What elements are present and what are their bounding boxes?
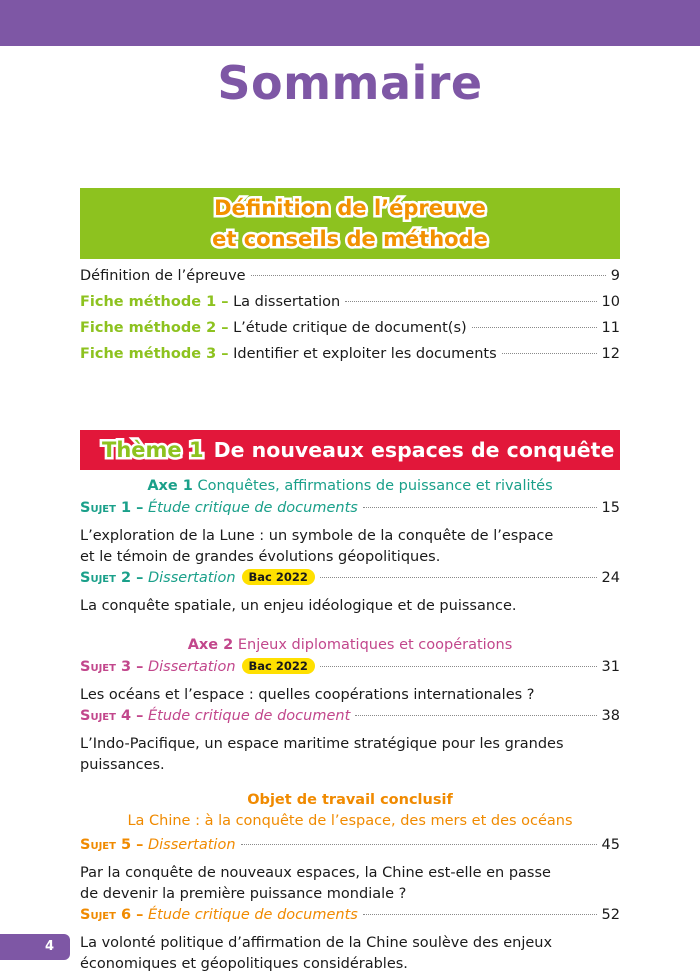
sujet-kind: Dissertation [147,570,236,586]
leader-dots [345,301,596,302]
sujet-description-line: Les océans et l’espace : quelles coopérations internationales ? [80,687,535,703]
sujet-label: Sujet 4 – [80,708,144,724]
section-heading-line2: et conseils de méthode [212,227,488,251]
toc-entry-text: Définition de l’épreuve [80,268,246,284]
sujet-description-line: L’Indo-Pacifique, un espace maritime stratégique pour les grandes puissances. [80,736,564,773]
theme-heading [80,430,620,470]
sujet-label: Sujet 3 – [80,659,144,675]
toc-entry-page: 9 [610,268,620,284]
leader-dots [355,715,596,716]
page-number-tab [0,934,70,960]
leader-dots [320,666,597,667]
sujet-kind: Dissertation [147,837,236,853]
sujet-description-line: économiques et géopolitiques considérables. [80,956,408,972]
sujet-description-line: La conquête spatiale, un enjeu idéologique et de puissance. [80,598,517,614]
sujet-description [80,685,620,706]
toc-entry-page: 12 [601,346,620,362]
sujet-label: Sujet 6 – [80,907,144,923]
leader-dots [241,844,597,845]
sujet-description-line: La volonté politique d’affirmation de la Chine soulève des enjeux [80,935,553,951]
sujet-entry[interactable] [80,837,620,863]
top-banner [0,0,700,46]
toc-entry[interactable] [80,346,620,372]
sujet-kind: Étude critique de documents [147,500,358,516]
page-title: Sommaire [217,56,483,110]
sujet-entry[interactable] [80,659,620,685]
sujet-label: Sujet 2 – [80,570,144,586]
sujet-page: 38 [601,708,620,724]
toc-entry[interactable] [80,268,620,294]
sujet-kind: Dissertation [147,659,236,675]
sujet-entry[interactable] [80,708,620,734]
toc-entry-page: 10 [601,294,620,310]
sujet-kind: Étude critique de documents [147,907,358,923]
axe-label: Axe 2 [187,637,234,653]
sujet-description-line: de devenir la première puissance mondiale ? [80,886,407,902]
sujet-page: 31 [601,659,620,675]
leader-dots [502,353,597,354]
page-number: 4 [45,939,55,954]
sujet-page: 52 [601,907,620,923]
axe-heading [80,478,620,500]
objet-subtitle: La Chine : à la conquête de l’espace, des mers et des océans [127,813,573,829]
toc-entry[interactable] [80,320,620,346]
sujet-description-line: L’exploration de la Lune : un symbole de la conquête de l’espace [80,528,554,544]
objet-title: Objet de travail conclusif [247,792,453,808]
bac-badge: Bac 2022 [242,658,315,674]
toc-method-list [80,268,620,372]
toc-entry-label: Fiche méthode 3 – [80,346,229,362]
section-heading-definition [80,188,620,259]
section-heading-line1: Définition de l’épreuve [214,196,486,220]
leader-dots [251,275,606,276]
leader-dots [363,507,597,508]
axe-text: Conquêtes, affirmations de puissance et rivalités [197,478,553,494]
sujet-label: Sujet 5 – [80,837,144,853]
toc-entry-page: 11 [601,320,620,336]
sujet-entry[interactable] [80,570,620,596]
sujet-description [80,526,620,568]
sujet-kind: Étude critique de document [147,708,351,724]
theme-badge: Thème 1 [102,438,204,462]
sujet-entry[interactable] [80,500,620,526]
toc-entry-text: Identifier et exploiter les documents [233,346,497,362]
sujet-description [80,863,620,905]
toc-entry-text: La dissertation [233,294,341,310]
sujet-page: 24 [601,570,620,586]
bac-badge: Bac 2022 [242,569,315,585]
toc-entry-label: Fiche méthode 1 – [80,294,229,310]
sujet-page: 45 [601,837,620,853]
toc-entry-label: Fiche méthode 2 – [80,320,229,336]
axe-heading [80,637,620,659]
sujet-description [80,933,620,975]
axe-text: Enjeux diplomatiques et coopérations [237,637,513,653]
sujet-description [80,734,620,776]
sujet-description-line: Par la conquête de nouveaux espaces, la Chine est-elle en passe [80,865,551,881]
toc-entry[interactable] [80,294,620,320]
axe-label: Axe 1 [147,478,193,494]
leader-dots [363,914,597,915]
toc-entry-text: L’étude critique de document(s) [233,320,467,336]
sujet-entry[interactable] [80,907,620,933]
theme-title: De nouveaux espaces de conquête [213,438,615,462]
sujet-label: Sujet 1 – [80,500,144,516]
sujet-description [80,596,620,617]
leader-dots [472,327,597,328]
sujet-description-line: et le témoin de grandes évolutions géopolitiques. [80,549,441,565]
leader-dots [320,577,597,578]
sujet-page: 15 [601,500,620,516]
toc-theme-list [80,478,620,975]
